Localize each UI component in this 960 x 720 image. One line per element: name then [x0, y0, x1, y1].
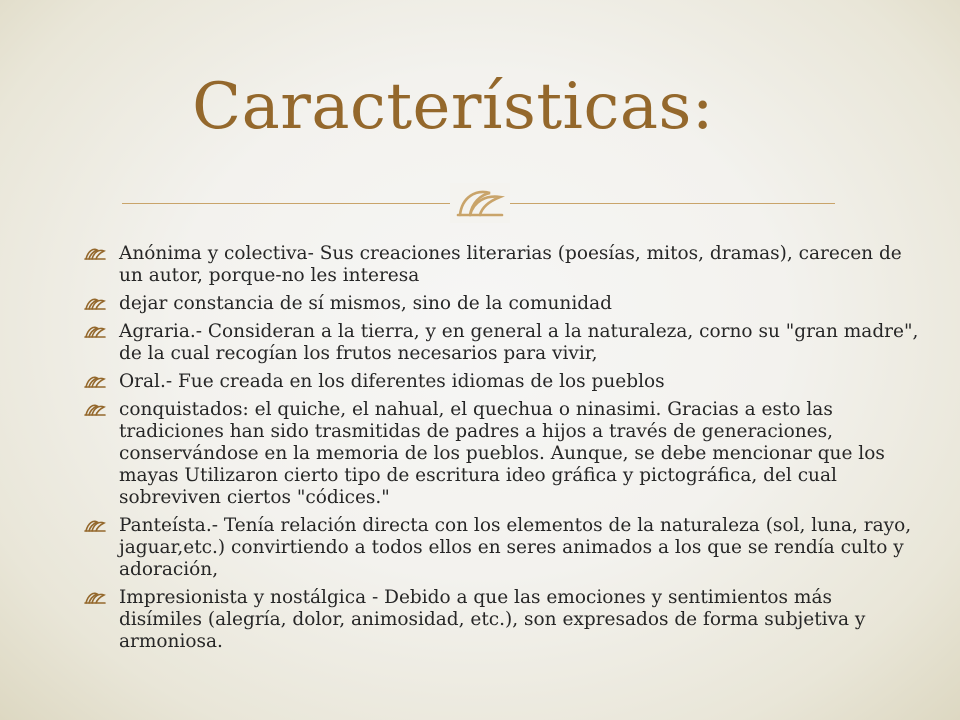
- list-item-text: Agraria.- Consideran a la tierra, y en general a la naturaleza, corno su "gran madre", de la cual recogían los frutos necesarios para vivir,: [119, 321, 919, 364]
- flourish-bullet-icon: [84, 519, 106, 533]
- list-item: [84, 371, 920, 393]
- flourish-bullet-icon: [84, 247, 106, 261]
- flourish-bullet-icon: [84, 325, 106, 339]
- list-item: [84, 515, 920, 581]
- list-item: [84, 243, 920, 287]
- list-item-text: Panteísta.- Tenía relación directa con los elementos de la naturaleza (sol, luna, rayo, jaguar,etc.) convirtiendo a todos ellos en seres animados a los que se rendía culto y adoración,: [119, 515, 912, 580]
- list-item-text: dejar constancia de sí mismos, sino de la comunidad: [119, 293, 612, 314]
- flourish-bullet-icon: [84, 375, 106, 389]
- list-item-text: Impresionista y nostálgica - Debido a que las emociones y sentimientos más disímiles (alegría, dolor, animosidad, etc.), son expresados de forma subjetiva y armoniosa.: [119, 587, 866, 652]
- list-item: [84, 399, 920, 509]
- flourish-bullet-icon: [84, 403, 106, 417]
- list-item-text: conquistados: el quiche, el nahual, el quechua o ninasimi. Gracias a esto las tradiciones han sido trasmitidas de padres a hijos a través de generaciones, conservándose en la memoria de los pueblos. Aunque, se debe mencionar que los mayas Utilizaron cierto tipo de escritura ideo gráfica y pictográfica, del cual sobreviven ciertos "códices.": [119, 399, 885, 508]
- flourish-ornament-icon: [450, 183, 510, 223]
- list-item: [84, 587, 920, 653]
- flourish-bullet-icon: [84, 297, 106, 311]
- list-item: [84, 293, 920, 315]
- flourish-bullet-icon: [84, 591, 106, 605]
- slide-title: Características:: [192, 70, 714, 144]
- list-item: [84, 321, 920, 365]
- bullet-list: [84, 243, 920, 659]
- list-item-text: Oral.- Fue creada en los diferentes idiomas de los pueblos: [119, 371, 665, 392]
- list-item-text: Anónima y colectiva- Sus creaciones literarias (poesías, mitos, dramas), carecen de un autor, porque-no les interesa: [119, 243, 902, 286]
